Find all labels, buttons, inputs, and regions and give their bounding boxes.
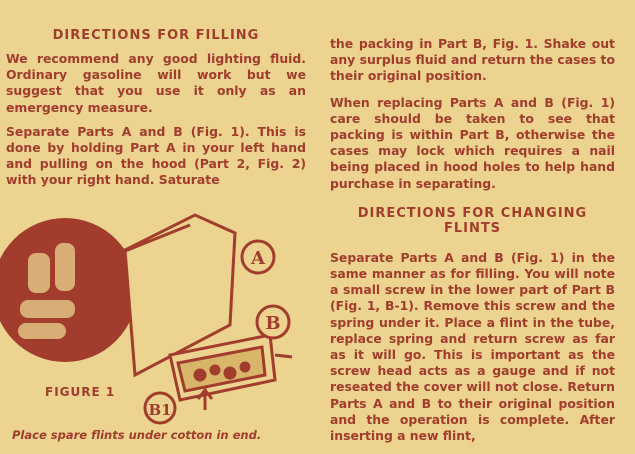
flints-paragraph: Separate Parts A and B (Fig. 1) in the same manner as for filling. You will note a small screw in the lower part of Part B (Fig. 1, B-1). Remove this screw and the spring under it. Place a flint in the tube, replace spring and return screw as far as it will go. This is important as the screw head acts as a gauge and if not reseated the cover will not close. Return Parts A and B to their original position and the operation is complete. After inserting a new flint, xyxy=(330,249,615,444)
filling-heading: DIRECTIONS FOR FILLING xyxy=(52,28,260,43)
callout-a xyxy=(242,241,274,273)
callout-b1-label: B1 xyxy=(148,401,172,419)
callout-b xyxy=(257,306,289,338)
filling-continued-paragraph: the packing in Part B, Fig. 1. Shake out any surplus fluid and return the cases to their original position. xyxy=(330,36,615,84)
filling-paragraph-1: We recommend any good lighting fluid. Ordinary gasoline will work but we suggest that you use it only as an emergency measure. xyxy=(6,51,306,115)
callout-b-label: B xyxy=(265,313,281,334)
filling-paragraph-2: Separate Parts A and B (Fig. 1). This is done by holding Part A in your left hand and pulling on the hood (Part 2, Fig. 2) with your right hand. Saturate xyxy=(6,123,306,188)
filling-directions xyxy=(6,28,306,189)
figure-caption: Place spare flints under cotton in end. xyxy=(12,428,262,442)
callout-b1 xyxy=(145,393,175,423)
replacing-parts-paragraph: When replacing Parts A and B (Fig. 1) care should be taken to see that packing is within Part B, otherwise the cases may lock which requires a nail being placed in hood holes to help hand purchase in separating. xyxy=(330,94,615,191)
flints-heading: DIRECTIONS FOR CHANGING FLINTS xyxy=(357,205,588,236)
callout-a-label: A xyxy=(251,248,265,269)
figure-1-label: FIGURE 1 xyxy=(45,385,116,399)
right-column xyxy=(330,36,615,444)
